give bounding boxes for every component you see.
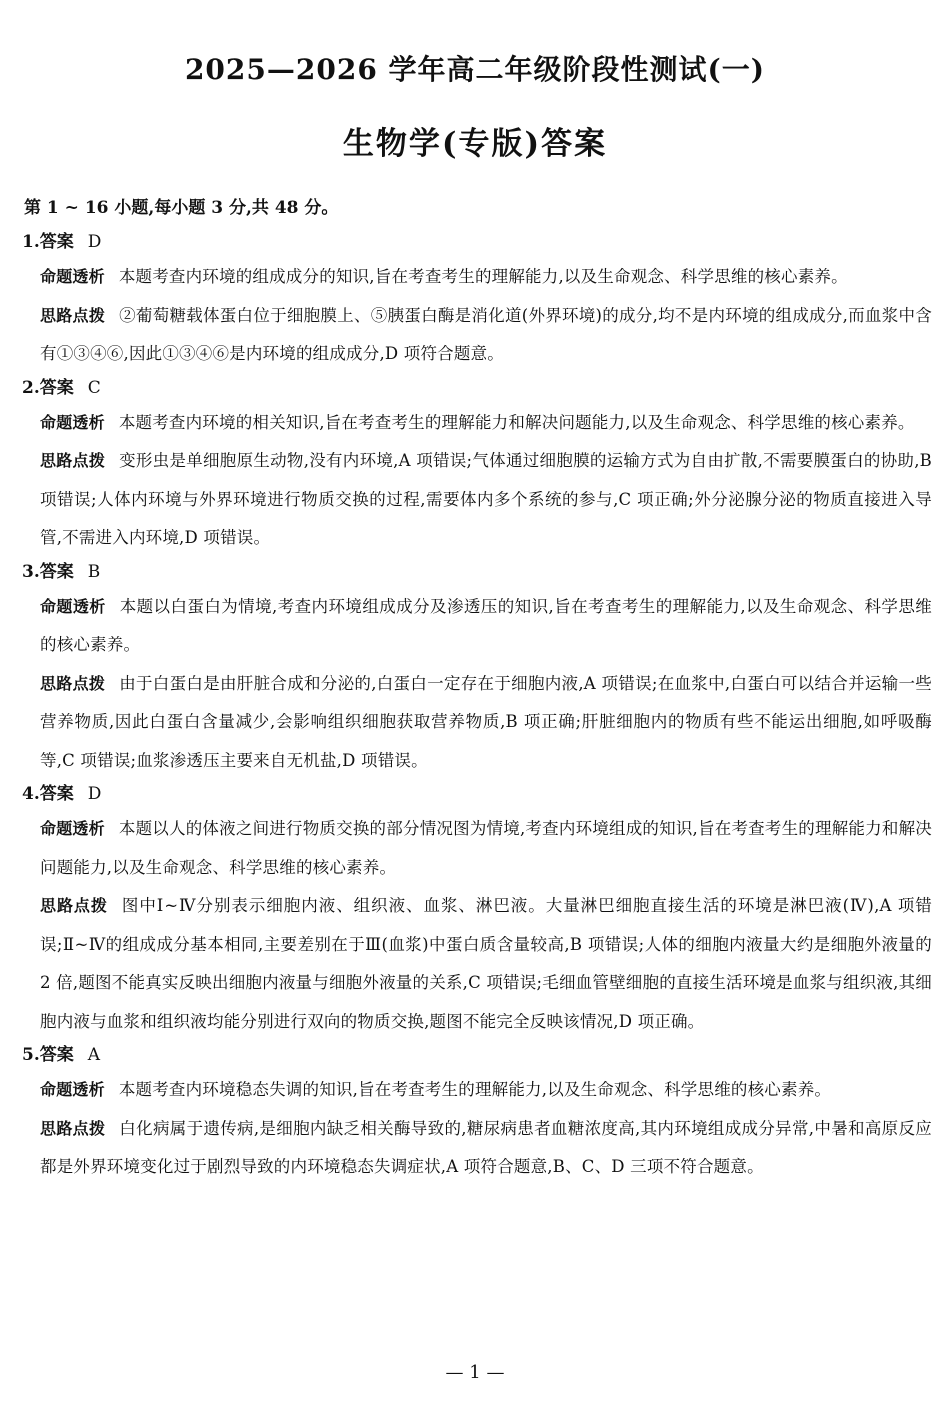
tips-label: 思路点拨	[40, 673, 106, 693]
answer-value: B	[87, 561, 101, 582]
question-number: 4.	[22, 784, 40, 804]
tips-paragraph	[40, 887, 932, 1041]
tips-label: 思路点拨	[40, 896, 108, 915]
analysis-text: 本题考查内环境稳态失调的知识,旨在考查考生的理解能力,以及生命观念、科学思维的核心素养。	[118, 1080, 832, 1099]
analysis-text: 本题以白蛋白为情境,考查内环境组成成分及渗透压的知识,旨在考查考生的理解能力,以及生命观念、科学思维的核心素养。	[40, 596, 932, 654]
question-number: 5.	[22, 1045, 40, 1065]
analysis-label: 命题透析	[40, 1080, 105, 1099]
analysis-paragraph	[40, 1071, 932, 1110]
question-number: 2.	[22, 377, 40, 398]
analysis-paragraph	[40, 810, 932, 887]
question-header	[22, 780, 932, 810]
answer-value: D	[87, 232, 102, 252]
analysis-paragraph	[40, 404, 932, 443]
question-item	[22, 558, 932, 781]
analysis-label: 命题透析	[40, 412, 105, 432]
page-number: — 1 —	[445, 1362, 505, 1383]
answer-list	[22, 228, 932, 1187]
tips-text: 白化病属于遗传病,是细胞内缺乏相关酶导致的,糖尿病患者血糖浓度高,其内环境组成成分异常,中暑和高原反应都是外界环境变化过于剧烈导致的内环境稳态失调症状,A 项符合题意,B、C、D 三项不符合题意。	[40, 1118, 932, 1176]
analysis-label: 命题透析	[40, 596, 106, 616]
tips-paragraph	[40, 1110, 932, 1187]
question-header	[22, 1041, 932, 1071]
tips-paragraph	[40, 442, 932, 558]
analysis-text: 本题考查内环境的组成成分的知识,旨在考查考生的理解能力,以及生命观念、科学思维的核心素养。	[118, 267, 848, 286]
tips-text: ②葡萄糖载体蛋白位于细胞膜上、⑤胰蛋白酶是消化道(外界环境)的成分,均不是内环境的组成成分,而血浆中含有①③④⑥,因此①③④⑥是内环境的组成成分,D 项符合题意。	[40, 305, 932, 363]
tips-label: 思路点拨	[40, 1118, 106, 1138]
tips-text: 由于白蛋白是由肝脏合成和分泌的,白蛋白一定存在于细胞内液,A 项错误;在血浆中,白蛋白可以结合并运输一些营养物质,因此白蛋白含量减少,会影响组织细胞获取营养物质,B 项正确;肝脏细胞内的物质有些不能运出细胞,如呼吸酶等,C 项错误;血浆渗透压主要来自无机盐,D 项错误。	[40, 673, 932, 770]
tips-paragraph	[40, 665, 932, 781]
answer-value: C	[87, 377, 101, 398]
question-item	[22, 780, 932, 1041]
question-number: 1.	[22, 232, 40, 252]
question-item	[22, 1041, 932, 1187]
analysis-label: 命题透析	[40, 267, 105, 286]
page-title: 2025—2026 学年高二年级阶段性测试(一)	[184, 53, 766, 86]
tips-text: 图中Ⅰ~Ⅳ分别表示细胞内液、组织液、血浆、淋巴液。大量淋巴细胞直接生活的环境是淋巴液(Ⅳ),A 项错误;Ⅱ~Ⅳ的组成成分基本相同,主要差别在于Ⅲ(血浆)中蛋白质含量较高,B 项错误;人体的细胞内液量大约是细胞外液量的 2 倍,题图不能真实反映出细胞内液量与细胞外液量的关系,C 项错误;毛细血管壁细胞的直接生活环境是血浆与组织液,其细胞内液与血浆和组织液均能分别进行双向的物质交换,题图不能完全反映该情况,D 项正确。	[40, 896, 932, 1031]
question-item	[22, 374, 932, 558]
analysis-label: 命题透析	[40, 819, 105, 838]
answer-label: 答案	[39, 784, 74, 804]
answer-label: 答案	[39, 377, 74, 398]
question-item	[22, 228, 932, 374]
answer-label: 答案	[39, 232, 74, 252]
tips-label: 思路点拨	[40, 305, 106, 325]
analysis-paragraph	[40, 588, 932, 665]
page-subtitle: 生物学(专版)答案	[342, 126, 608, 162]
tips-text: 变形虫是单细胞原生动物,没有内环境,A 项错误;气体通过细胞膜的运输方式为自由扩散,不需要膜蛋白的协助,B 项错误;人体内环境与外界环境进行物质交换的过程,需要体内多个系统的参与,C 项正确;外分泌腺分泌的物质直接进入导管,不需进入内环境,D 项错误。	[40, 451, 932, 547]
answer-label: 答案	[39, 561, 74, 582]
question-number: 3.	[22, 561, 40, 582]
answer-value: A	[87, 1045, 101, 1065]
question-header	[22, 228, 932, 258]
answer-label: 答案	[39, 1045, 74, 1065]
question-header	[22, 374, 932, 404]
tips-paragraph	[40, 297, 932, 374]
analysis-text: 本题以人的体液之间进行物质交换的部分情况图为情境,考查内环境组成的知识,旨在考查考生的理解能力和解决问题能力,以及生命观念、科学思维的核心素养。	[40, 819, 932, 877]
analysis-text: 本题考查内环境的相关知识,旨在考查考生的理解能力和解决问题能力,以及生命观念、科学思维的核心素养。	[118, 412, 915, 432]
tips-label: 思路点拨	[40, 451, 106, 470]
question-header	[22, 558, 932, 588]
analysis-paragraph	[40, 258, 932, 297]
section-summary: 第 1 ~ 16 小题,每小题 3 分,共 48 分。	[24, 198, 339, 218]
answer-value: D	[87, 784, 102, 804]
